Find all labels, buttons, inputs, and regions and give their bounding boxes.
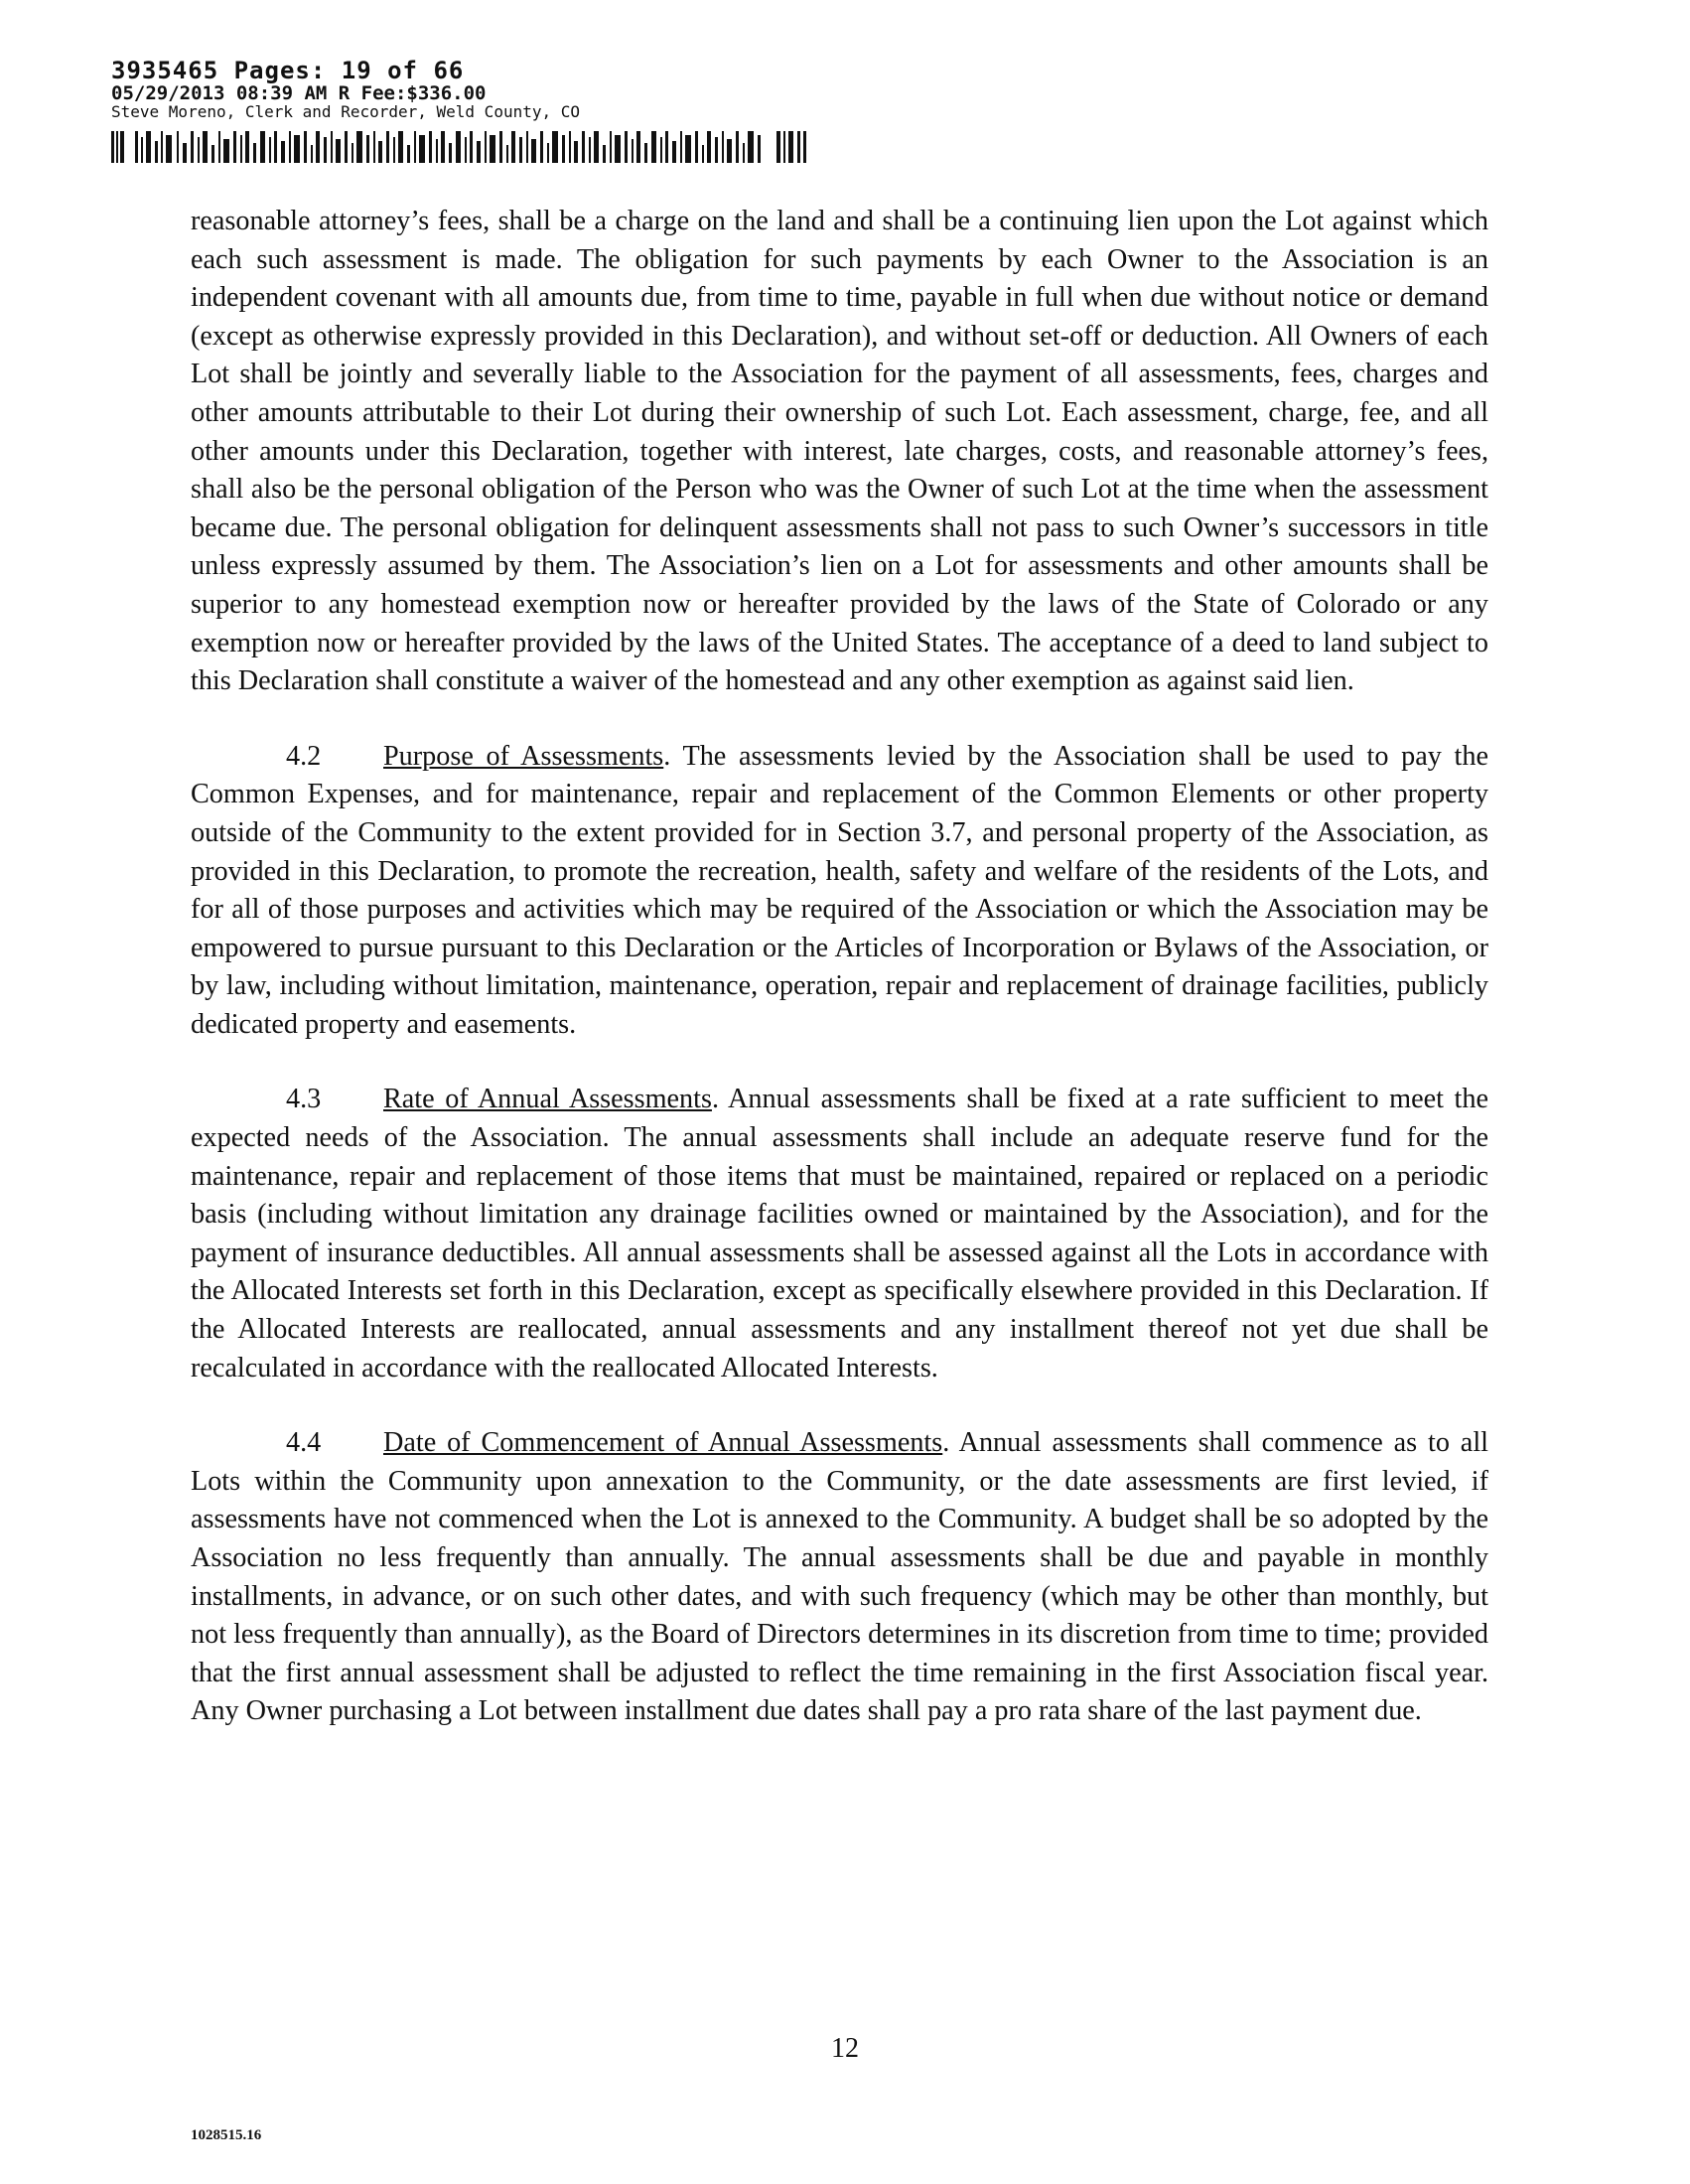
recorder-name: Steve Moreno, Clerk and Recorder, Weld County, CO bbox=[111, 102, 581, 121]
section-number: 4.4 bbox=[286, 1427, 322, 1459]
section-4-2 bbox=[191, 738, 1488, 1045]
section-heading: Rate of Annual Assessments bbox=[383, 1084, 712, 1115]
recording-stamp bbox=[111, 58, 580, 121]
section-4-3 bbox=[191, 1081, 1488, 1387]
section-text: . Annual assessments shall be fixed at a rate sufficient to meet the expected needs of the Association. The annual assessments shall include an adequate reserve fund for the maintenance, repair and replacement of those items that must be maintained, repaired or replaced on a periodic basis (including without limitation any drainage facilities owned or maintained by the Association), and for the payment of insurance deductibles. All annual assessments shall be assessed against all the Lots in accordance with the Allocated Interests set forth in this Declaration, except as specifically elsewhere provided in this Declaration. If the Allocated Interests are reallocated, annual assessments and any installment thereof not yet due shall be recalculated in accordance with the reallocated Allocated Interests. bbox=[191, 1084, 1488, 1383]
recording-datetime-fee: 05/29/2013 08:39 AM R Fee:$336.00 bbox=[111, 82, 487, 104]
section-heading: Date of Commencement of Annual Assessments bbox=[383, 1427, 943, 1459]
barcode bbox=[111, 131, 806, 163]
section-number: 4.2 bbox=[286, 740, 322, 772]
reception-number: 3935465 bbox=[111, 57, 219, 84]
document-body bbox=[191, 203, 1488, 1731]
page-number: 12 bbox=[831, 2033, 859, 2064]
intro-paragraph: reasonable attorney’s fees, shall be a charge on the land and shall be a continuing lien upon the Lot against which each such assessment is made. The obligation for such payments by each Owner to the Association is an independent covenant with all amounts due, from time to time, payable in full when due without notice or demand (except as otherwise expressly provided in this Declaration), and without set-off or deduction. All Owners of each Lot shall be jointly and severally liable to the Association for the payment of all assessments, fees, charges and other amounts attributable to their Lot during their ownership of such Lot. Each assessment, charge, fee, and all other amounts under this Declaration, together with interest, late charges, costs, and reasonable attorney’s fees, shall also be the personal obligation of the Person who was the Owner of such Lot at the time when the assessment became due. The personal obligation for delinquent assessments shall not pass to such Owner’s successors in title unless expressly assumed by them. The Association’s lien on a Lot for assessments and other amounts shall be superior to any homestead exemption now or hereafter provided by the laws of the State of Colorado or any exemption now or hereafter provided by the laws of the United States. The acceptance of a deed to land subject to this Declaration shall constitute a waiver of the homestead and any other exemption as against said lien. bbox=[191, 206, 1488, 697]
section-text: . The assessments levied by the Association shall be used to pay the Common Expenses, and for maintenance, repair and replacement of the Common Elements or other property outside of the Community to the extent provided for in Section 3.7, and personal property of the Association, as provided in this Declaration, to promote the recreation, health, safety and welfare of the residents of the Lots, and for all of those purposes and activities which may be required of the Association or which the Association may be empowered to pursue pursuant to this Declaration or the Articles of Incorporation or Bylaws of the Association, or by law, including without limitation, maintenance, operation, repair and replacement of drainage facilities, publicly dedicated property and easements. bbox=[191, 740, 1488, 1040]
page-count: Pages: 19 of 66 bbox=[233, 57, 465, 84]
document-id: 1028515.16 bbox=[191, 2127, 262, 2143]
section-text: . Annual assessments shall commence as to all Lots within the Community upon annexation to the Community, or the date assessments are first levied, if assessments have not commenced when the Lot is annexed to the Community. A budget shall be so adopted by the Association no less frequently than annually. The annual assessments shall be due and payable in monthly installments, in advance, or on such other dates, and with such frequency (which may be other than monthly, but not less frequently than annually), as the Board of Directors determines in its discretion from time to time; provided that the first annual assessment shall be adjusted to reflect the time remaining in the first Association fiscal year. Any Owner purchasing a Lot between installment due dates shall pay a pro rata share of the last payment due. bbox=[191, 1427, 1488, 1727]
section-4-4 bbox=[191, 1424, 1488, 1731]
section-heading: Purpose of Assessments bbox=[383, 740, 664, 772]
section-number: 4.3 bbox=[286, 1084, 322, 1115]
